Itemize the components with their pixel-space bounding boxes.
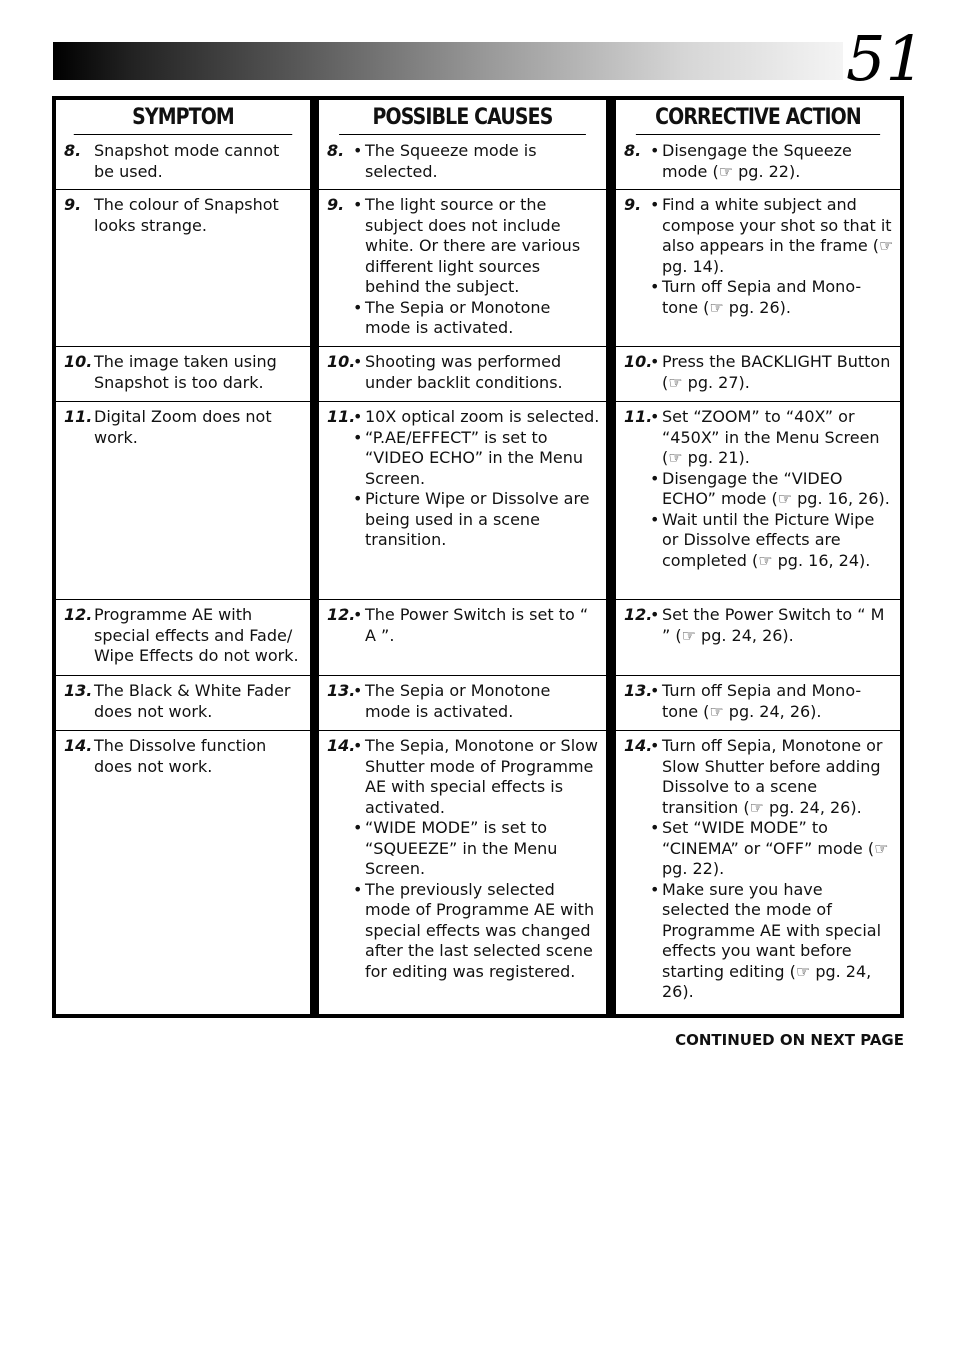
table-row	[319, 731, 606, 1014]
table-row	[56, 731, 310, 1014]
row-number: 11.	[64, 407, 93, 426]
table-row	[616, 190, 900, 347]
row-number: 8.	[624, 141, 642, 160]
action-item: • Wait until the Picture Wipe or Dissolve effects are completed (☞ pg. 16, 24).	[650, 510, 894, 572]
table-row	[56, 136, 310, 190]
action-item: • Disengage the Squeeze mode (☞ pg. 22).	[650, 141, 894, 182]
row-number: 12.	[624, 605, 653, 624]
action-item: • Set “ZOOM” to “40X” or “450X” in the Menu Screen (☞ pg. 21).	[650, 407, 894, 469]
row-number: 12.	[64, 605, 93, 624]
table-row	[616, 402, 900, 600]
action-item: • Disengage the “VIDEO ECHO” mode (☞ pg. 16, 26).	[650, 469, 894, 510]
cause-item: • The light source or the subject does not include white. Or there are various different light sources behind the subject.	[353, 195, 600, 298]
row-number: 13.	[624, 681, 653, 700]
row-number: 8.	[327, 141, 345, 160]
action-item: • Turn off Sepia and Mono-tone (☞ pg. 24, 26).	[650, 681, 894, 722]
table-row	[319, 402, 606, 600]
row-number: 10.	[624, 352, 653, 371]
symptom-text: Digital Zoom does not work.	[94, 407, 272, 447]
cause-item: • The Sepia or Monotone mode is activated.	[353, 298, 600, 339]
row-number: 8.	[64, 141, 82, 160]
symptom-text: The image taken using Snapshot is too dark.	[94, 352, 277, 392]
troubleshooting-table	[52, 96, 904, 1018]
action-item: • Find a white subject and compose your shot so that it also appears in the frame (☞ pg. 14).	[650, 195, 894, 277]
row-number: 9.	[624, 195, 642, 214]
symptom-text: The Dissolve function does not work.	[94, 736, 267, 776]
causes-header: POSSIBLE CAUSES	[339, 100, 586, 135]
symptom-text: The Black & White Fader does not work.	[94, 681, 291, 721]
symptom-text: Snapshot mode cannot be used.	[94, 141, 280, 181]
cause-item: • Picture Wipe or Dissolve are being used in a scene transition.	[353, 489, 600, 551]
row-number: 14.	[624, 736, 653, 755]
row-number: 10.	[64, 352, 93, 371]
cause-item: • 10X optical zoom is selected.	[353, 407, 600, 428]
action-item: • Make sure you have selected the mode of Programme AE with special effects you want before starting editing (☞ pg. 24, 26).	[650, 880, 894, 1003]
row-number: 14.	[327, 736, 356, 755]
row-number: 11.	[624, 407, 653, 426]
cause-item: • The Power Switch is set to “ A ”.	[353, 605, 600, 646]
cause-item: • “WIDE MODE” is set to “SQUEEZE” in the Menu Screen.	[353, 818, 600, 880]
row-number: 13.	[327, 681, 356, 700]
row-number: 12.	[327, 605, 356, 624]
action-item: • Set the Power Switch to “ M ” (☞ pg. 24, 26).	[650, 605, 894, 646]
header-gradient-bar	[53, 42, 843, 80]
cause-item: • Shooting was performed under backlit conditions.	[353, 352, 600, 393]
action-item: • Press the BACKLIGHT Button (☞ pg. 27).	[650, 352, 894, 393]
symptom-column	[56, 100, 310, 1014]
table-row	[319, 136, 606, 190]
table-row	[616, 600, 900, 676]
action-item: • Turn off Sepia and Mono-tone (☞ pg. 26).	[650, 277, 894, 318]
continued-note: CONTINUED ON NEXT PAGE	[675, 1031, 904, 1049]
table-row	[319, 190, 606, 347]
table-row	[319, 676, 606, 731]
symptom-text: The colour of Snapshot looks strange.	[94, 195, 279, 235]
row-number: 13.	[64, 681, 93, 700]
table-row	[319, 600, 606, 676]
action-item: • Turn off Sepia, Monotone or Slow Shutter before adding Dissolve to a scene transition (☞ pg. 24, 26).	[650, 736, 894, 818]
table-row	[56, 190, 310, 347]
table-row	[319, 347, 606, 402]
cause-item: • “P.AE/EFFECT” is set to “VIDEO ECHO” in the Menu Screen.	[353, 428, 600, 490]
table-row	[616, 136, 900, 190]
cause-item: • The Sepia, Monotone or Slow Shutter mode of Programme AE with special effects is activated.	[353, 736, 600, 818]
action-header: CORRECTIVE ACTION	[636, 100, 880, 135]
row-number: 11.	[327, 407, 356, 426]
table-row	[616, 676, 900, 731]
causes-column	[319, 100, 606, 1014]
table-row	[616, 347, 900, 402]
cause-item: • The Squeeze mode is selected.	[353, 141, 600, 182]
symptom-text: Programme AE with special effects and Fade/ Wipe Effects do not work.	[94, 605, 299, 665]
table-row	[616, 731, 900, 1014]
table-row	[56, 402, 310, 600]
row-number: 9.	[327, 195, 345, 214]
row-number: 14.	[64, 736, 93, 755]
action-item: • Set “WIDE MODE” to “CINEMA” or “OFF” mode (☞ pg. 22).	[650, 818, 894, 880]
table-row	[56, 676, 310, 731]
row-number: 10.	[327, 352, 356, 371]
cause-item: • The Sepia or Monotone mode is activated.	[353, 681, 600, 722]
page-number: 51	[846, 22, 925, 95]
action-column	[616, 100, 900, 1014]
cause-item: • The previously selected mode of Programme AE with special effects was changed after the last selected scene for editing was registered.	[353, 880, 600, 983]
table-row	[56, 600, 310, 676]
symptom-header: SYMPTOM	[74, 100, 292, 135]
table-row	[56, 347, 310, 402]
row-number: 9.	[64, 195, 82, 214]
